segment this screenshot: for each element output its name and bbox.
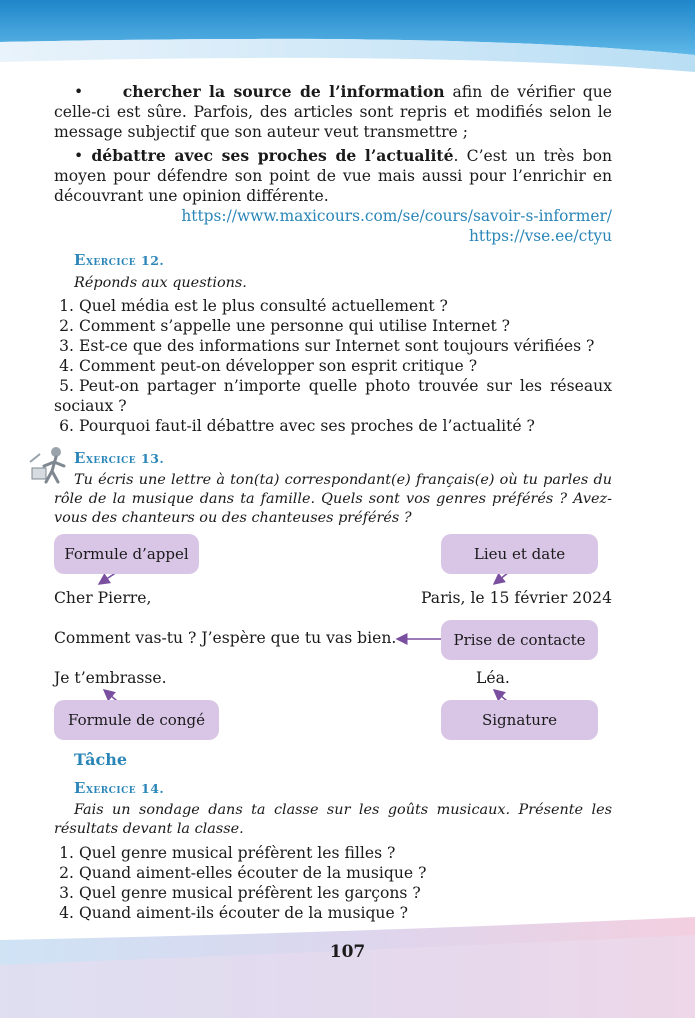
list-item: 4. Comment peut-on développer son esprit critique ? xyxy=(59,357,478,375)
letter-opening: Comment vas-tu ? J’espère que tu vas bien. xyxy=(54,629,397,647)
list-item: 3. Quel genre musical préfèrent les garçons ? xyxy=(59,884,421,902)
exercise-13-title: Exercice 13. xyxy=(74,449,165,467)
label-formule-conge: Formule de congé xyxy=(54,700,219,740)
label-signature: Signature xyxy=(441,700,598,740)
tache-section xyxy=(54,750,612,923)
letter-place-date: Paris, le 15 février 2024 xyxy=(421,589,612,607)
letter-closing: Je t’embrasse. xyxy=(54,669,167,687)
letter-signature: Léa. xyxy=(476,669,510,687)
exercise-12-instruction: Réponds aux questions. xyxy=(74,275,247,291)
bullet-debattre: • débattre avec ses proches de l’actualité. C’est un très bon moyen pour défendre son point de vue mais aussi pour l’enrichir en découvrant une opinion différente. xyxy=(54,146,613,205)
list-item: 5. Peut-on partager n’importe quelle photo trouvée sur les réseaux sociaux ? xyxy=(54,377,612,415)
list-item: 1. Quel genre musical préfèrent les filles ? xyxy=(59,844,396,862)
exercise-14-questions xyxy=(54,843,612,923)
writer-figure-icon xyxy=(26,444,70,490)
list-item: 1. Quel média est le plus consulté actuellement ? xyxy=(59,297,448,315)
letter-greeting: Cher Pierre, xyxy=(54,589,152,607)
list-item: 2. Comment s’appelle une personne qui utilise Internet ? xyxy=(59,317,511,335)
list-item: 2. Quand aiment-elles écouter de la musique ? xyxy=(59,864,427,882)
exercise-13-instruction: Tu écris une lettre à ton(ta) correspondant(e) français(e) où tu parles du rôle de la musique dans ta famille. Quels sont vos genres préférés ? Avez-vous des chanteurs ou des chanteuses préférés ? xyxy=(54,472,612,526)
tache-heading: Tâche xyxy=(74,750,128,769)
source-link-1[interactable]: https://www.maxicours.com/se/cours/savoir-s-informer/ xyxy=(181,207,612,225)
list-item: 6. Pourquoi faut-il débattre avec ses proches de l’actualité ? xyxy=(59,417,535,435)
source-link-2[interactable]: https://vse.ee/ctyu xyxy=(469,227,612,245)
list-item: 4. Quand aiment-ils écouter de la musique ? xyxy=(59,904,409,922)
exercise-12-title: Exercice 12. xyxy=(74,251,165,269)
list-item: 3. Est-ce que des informations sur Internet sont toujours vérifiées ? xyxy=(59,337,595,355)
exercise-14-instruction: Fais un sondage dans ta classe sur les goûts musicaux. Présente les résultats devant la classe. xyxy=(54,802,612,837)
exercise-14-title: Exercice 14. xyxy=(74,779,165,797)
label-prise-contact: Prise de contacte xyxy=(441,620,598,660)
header-wave xyxy=(0,0,695,85)
letter-diagram xyxy=(54,530,612,745)
exercise-12-questions xyxy=(54,296,612,436)
label-lieu-date: Lieu et date xyxy=(441,534,598,574)
page-content xyxy=(54,82,612,528)
page-number: 107 xyxy=(329,942,366,962)
bullet-source: • chercher la source de l’information afin de vérifier que celle-ci est sûre. Parfois, des articles sont repris et modifiés selon le message subjectif que son auteur veut transmettre ; xyxy=(54,82,612,141)
label-formule-appel: Formule d’appel xyxy=(54,534,199,574)
